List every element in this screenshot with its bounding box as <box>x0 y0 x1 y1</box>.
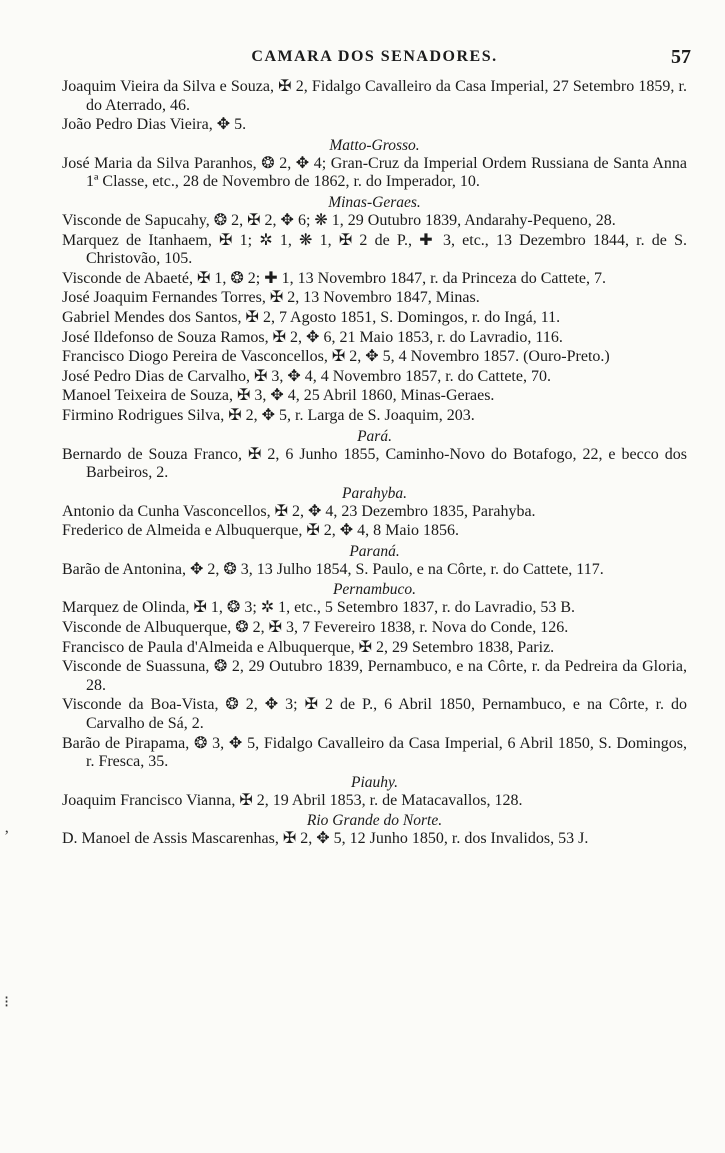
senator-list <box>62 78 687 849</box>
senator-entry: Francisco Diogo Pereira de Vasconcellos, ✠ 2, ✥ 5, 4 Novembro 1857. (Ouro-Preto.) <box>62 348 610 366</box>
province-heading: Pernambuco. <box>332 581 417 599</box>
senator-entry: Barão de Pirapama, ❂ 3, ✥ 5, Fidalgo Cavalleiro da Casa Imperial, 6 Abril 1850, S. Domingos, r. Fresca, 35. <box>62 734 687 771</box>
province-heading: Pará. <box>357 427 392 445</box>
senator-entry: Gabriel Mendes dos Santos, ✠ 2, 7 Agosto 1851, S. Domingos, r. do Ingá, 11. <box>62 308 561 326</box>
province-heading: Parahyba. <box>341 484 407 502</box>
senator-entry: Firmino Rodrigues Silva, ✠ 2, ✥ 5, r. Larga de S. Joaquim, 203. <box>62 406 475 424</box>
senator-entry: Visconde de Suassuna, ❂ 2, 29 Outubro 1839, Pernambuco, e na Côrte, r. da Pedreira da Gloria, 28. <box>62 658 687 694</box>
senator-entry: Bernardo de Souza Franco, ✠ 2, 6 Junho 1855, Caminho-Novo do Botafogo, 22, e becco dos Barbeiros, 2. <box>62 445 687 482</box>
province-heading: Rio Grande do Norte. <box>306 812 443 830</box>
margin-mark: ⁝ <box>4 994 10 1011</box>
page-header <box>62 44 691 78</box>
senator-entry: Visconde de Albuquerque, ❂ 2, ✠ 3, 7 Fevereiro 1838, r. Nova do Conde, 126. <box>62 619 569 637</box>
senator-entry: Marquez de Olinda, ✠ 1, ❂ 3; ✲ 1, etc., 5 Setembro 1837, r. do Lavradio, 53 B. <box>62 599 576 617</box>
document-page <box>62 44 691 850</box>
senator-entry: José Pedro Dias de Carvalho, ✠ 3, ✥ 4, 4 Novembro 1857, r. do Cattete, 70. <box>62 367 551 385</box>
senator-entry: José Maria da Silva Paranhos, ❂ 2, ✥ 4; Gran-Cruz da Imperial Ordem Russiana de Santa Anna 1ª Classe, etc., 28 de Novembro de 1862, r. do Imperador, 10. <box>62 154 687 191</box>
province-heading: Minas-Geraes. <box>328 193 421 211</box>
province-heading: Matto-Grosso. <box>329 136 420 154</box>
senator-entry: Joaquim Vieira da Silva e Souza, ✠ 2, Fidalgo Cavalleiro da Casa Imperial, 27 Setembro 1859, r. do Aterrado, 46. <box>62 78 687 114</box>
senator-entry: Visconde da Boa-Vista, ❂ 2, ✥ 3; ✠ 2 de P., 6 Abril 1850, Pernambuco, e na Côrte, r. do Carvalho de Sá, 2. <box>62 696 687 733</box>
senator-entry: João Pedro Dias Vieira, ✥ 5. <box>62 116 247 134</box>
senator-entry: Marquez de Itanhaem, ✠ 1; ✲ 1, ❋ 1, ✠ 2 de P., ✚ 3, etc., 13 Dezembro 1844, r. de S. Christovão, 105. <box>62 231 687 268</box>
senator-entry: Manoel Teixeira de Souza, ✠ 3, ✥ 4, 25 Abril 1860, Minas-Geraes. <box>62 387 495 405</box>
senator-entry: Frederico de Almeida e Albuquerque, ✠ 2, ✥ 4, 8 Maio 1856. <box>62 522 459 540</box>
margin-mark: ’ <box>4 828 10 845</box>
senator-entry: D. Manoel de Assis Mascarenhas, ✠ 2, ✥ 5, 12 Junho 1850, r. dos Invalidos, 53 J. <box>62 830 589 848</box>
senator-entry: Antonio da Cunha Vasconcellos, ✠ 2, ✥ 4, 23 Dezembro 1835, Parahyba. <box>62 502 536 520</box>
senator-entry: Visconde de Sapucahy, ❂ 2, ✠ 2, ✥ 6; ❋ 1, 29 Outubro 1839, Andarahy-Pequeno, 28. <box>62 211 616 229</box>
province-heading: Paraná. <box>349 542 400 560</box>
province-heading: Piauhy. <box>351 773 398 791</box>
page-number: 57 <box>671 46 691 68</box>
senator-entry: Francisco de Paula d'Almeida e Albuquerque, ✠ 2, 29 Setembro 1838, Pariz. <box>62 638 555 656</box>
senator-entry: Visconde de Abaeté, ✠ 1, ❂ 2; ✚ 1, 13 Novembro 1847, r. da Princeza do Cattete, 7. <box>62 269 607 287</box>
senator-entry: Barão de Antonina, ✥ 2, ❂ 3, 13 Julho 1854, S. Paulo, e na Côrte, r. do Cattete, 117. <box>62 560 604 578</box>
senator-entry: José Joaquim Fernandes Torres, ✠ 2, 13 Novembro 1847, Minas. <box>62 289 480 307</box>
senator-entry: Joaquim Francisco Vianna, ✠ 2, 19 Abril 1853, r. de Matacavallos, 128. <box>62 791 523 809</box>
page-title: CAMARA DOS SENADORES. <box>251 48 498 65</box>
senator-entry: José Ildefonso de Souza Ramos, ✠ 2, ✥ 6, 21 Maio 1853, r. do Lavradio, 116. <box>62 328 563 346</box>
